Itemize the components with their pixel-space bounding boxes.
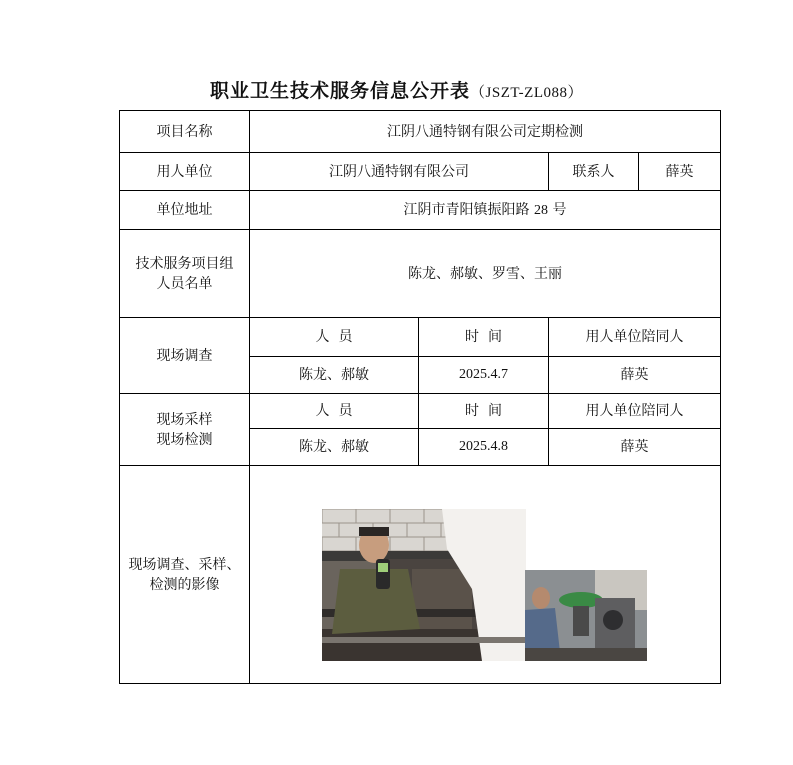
survey-header-companion: 用人单位陪同人 — [549, 318, 721, 357]
survey-label: 现场调查 — [120, 318, 250, 394]
contact-value: 薛英 — [639, 153, 721, 191]
sampling-companion: 薛英 — [549, 429, 721, 466]
sampling-people: 陈龙、郝敏 — [250, 429, 419, 466]
employer-value: 江阴八通特钢有限公司 — [250, 153, 549, 191]
sampling-header-time: 时 间 — [419, 394, 549, 429]
site-photo-equipment — [525, 570, 647, 661]
site-photo-measurement — [322, 509, 526, 661]
info-table — [119, 110, 721, 684]
sampling-label-line1: 现场采样 — [156, 411, 213, 428]
sampling-label — [120, 394, 250, 466]
project-value: 江阴八通特钢有限公司定期检测 — [250, 111, 721, 153]
row-survey-header — [120, 318, 721, 357]
team-value: 陈龙、郝敏、罗雪、王丽 — [250, 230, 721, 318]
address-number: 28 — [534, 202, 548, 218]
images-cell — [250, 466, 721, 684]
employer-label: 用人单位 — [120, 153, 250, 191]
row-address — [120, 191, 721, 230]
address-text: 江阴市青阳镇振阳路 — [403, 201, 530, 218]
row-project — [120, 111, 721, 153]
survey-time: 2025.4.7 — [419, 357, 549, 394]
images-label-line1: 现场调查、采样、 — [128, 556, 241, 573]
title-main: 职业卫生技术服务信息公开表 — [210, 80, 471, 102]
sampling-header-companion: 用人单位陪同人 — [549, 394, 721, 429]
sampling-time: 2025.4.8 — [419, 429, 549, 466]
images-label-line2: 检测的影像 — [149, 576, 220, 593]
survey-people: 陈龙、郝敏 — [250, 357, 419, 394]
team-label-line1: 技术服务项目组 — [135, 255, 234, 272]
address-suffix: 号 — [552, 201, 567, 218]
sampling-label-line2: 现场检测 — [156, 431, 213, 448]
team-label — [120, 230, 250, 318]
survey-companion: 薛英 — [549, 357, 721, 394]
survey-header-time: 时 间 — [419, 318, 549, 357]
title-code: （JSZT-ZL088） — [470, 85, 583, 101]
row-team — [120, 230, 721, 318]
contact-label: 联系人 — [549, 153, 639, 191]
page-title — [0, 76, 793, 103]
address-value — [250, 191, 721, 230]
sampling-header-people: 人 员 — [250, 394, 419, 429]
row-employer — [120, 153, 721, 191]
row-images — [120, 466, 721, 684]
address-label: 单位地址 — [120, 191, 250, 230]
survey-header-people: 人 员 — [250, 318, 419, 357]
images-label — [120, 466, 250, 684]
row-sampling-header — [120, 394, 721, 429]
project-label: 项目名称 — [120, 111, 250, 153]
team-label-line2: 人员名单 — [156, 275, 213, 292]
